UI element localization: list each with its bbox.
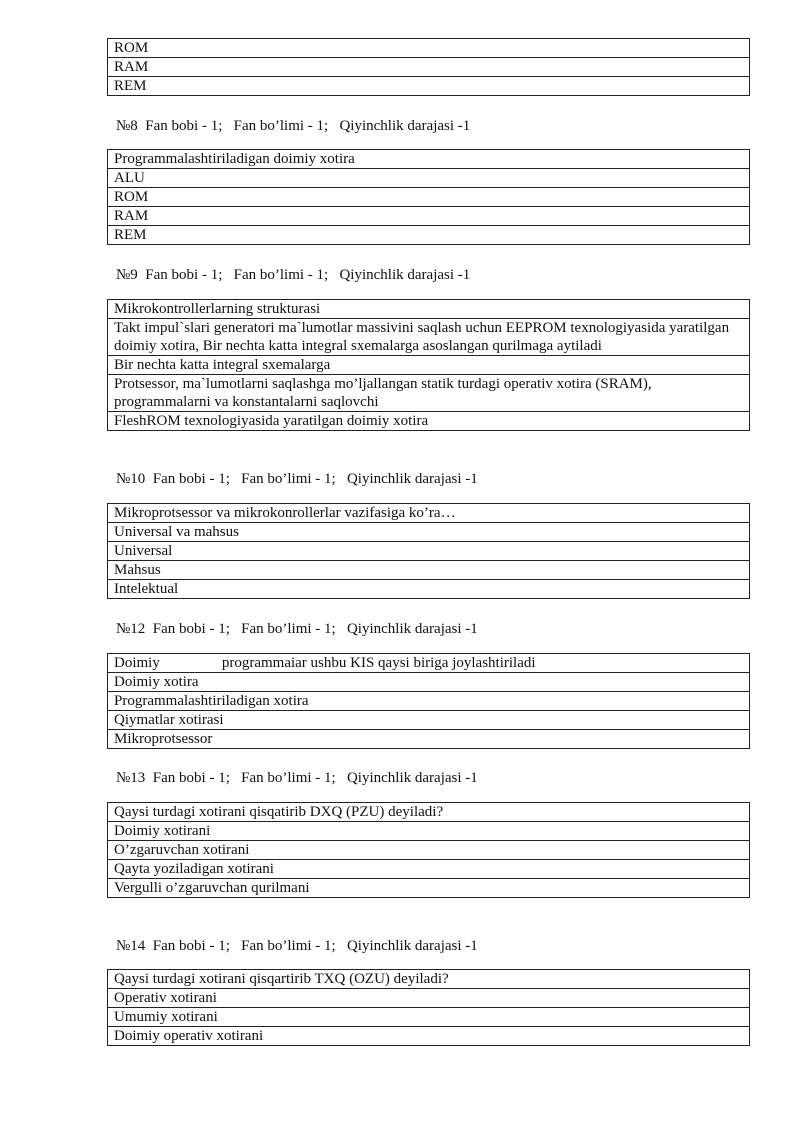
table-row [108, 375, 750, 412]
question-table [107, 299, 750, 431]
question-heading: №13 Fan bobi - 1; Fan bo’limi - 1; Qiyinchlik darajasi -1 [116, 770, 478, 786]
answer-cell: ROM [108, 188, 750, 207]
question-heading: №10 Fan bobi - 1; Fan bo’limi - 1; Qiyinchlik darajasi -1 [116, 471, 478, 487]
answer-cell: ROM [108, 39, 750, 58]
question-table [107, 503, 750, 599]
question-table [107, 149, 750, 245]
answer-cell: FleshROM texnologiyasida yaratilgan doimiy xotira [108, 412, 750, 431]
table-row [108, 860, 750, 879]
question-table [107, 969, 750, 1046]
table-row [108, 226, 750, 245]
table-row [108, 1027, 750, 1046]
table-row [108, 58, 750, 77]
question-table [107, 802, 750, 898]
answer-cell: RAM [108, 58, 750, 77]
question-text-part: programmaiar ushbu KIS qaysi biriga joylashtiriladi [221, 655, 536, 671]
answer-cell: Programmalashtiriladigan xotira [108, 692, 750, 711]
answer-cell: Operativ xotirani [108, 989, 750, 1008]
answer-cell: Mahsus [108, 561, 750, 580]
table-row [108, 711, 750, 730]
question-cell [108, 654, 750, 673]
question-cell: Mikrokontrollerlarning strukturasi [108, 300, 750, 319]
question-row [108, 150, 750, 169]
answer-table-top [107, 38, 750, 96]
question-row [108, 803, 750, 822]
answer-cell: REM [108, 77, 750, 96]
question-cell: Mikroprotsessor va mikrokonrollerlar vazifasiga ko’ra… [108, 504, 750, 523]
answer-cell: O’zgaruvchan xotirani [108, 841, 750, 860]
table-row [108, 39, 750, 58]
table-row [108, 989, 750, 1008]
table-row [108, 207, 750, 226]
table-row [108, 673, 750, 692]
table-row [108, 77, 750, 96]
table-row [108, 730, 750, 749]
table-row [108, 542, 750, 561]
answer-cell: RAM [108, 207, 750, 226]
question-table [107, 653, 750, 749]
table-row [108, 841, 750, 860]
answer-cell: Doimiy operativ xotirani [108, 1027, 750, 1046]
answer-cell: Umumiy xotirani [108, 1008, 750, 1027]
question-row [108, 504, 750, 523]
answer-cell: Vergulli o’zgaruvchan qurilmani [108, 879, 750, 898]
answer-cell: Mikroprotsessor [108, 730, 750, 749]
question-heading: №9 Fan bobi - 1; Fan bo’limi - 1; Qiyinchlik darajasi -1 [116, 267, 471, 283]
table-row [108, 523, 750, 542]
question-row [108, 654, 750, 673]
answer-cell: Universal [108, 542, 750, 561]
table-row [108, 412, 750, 431]
answer-cell: Doimiy xotirani [108, 822, 750, 841]
answer-cell: Protsessor, ma`lumotlarni saqlashga mo’ljallangan statik turdagi operativ xotira (SRAM), programmalarni va konstantalarni saqlovchi [108, 375, 750, 412]
answer-cell: Bir nechta katta integral sxemalarga [108, 356, 750, 375]
table-row [108, 580, 750, 599]
question-heading: №12 Fan bobi - 1; Fan bo’limi - 1; Qiyinchlik darajasi -1 [116, 621, 478, 637]
answer-cell: ALU [108, 169, 750, 188]
table-row [108, 319, 750, 356]
table-row [108, 1008, 750, 1027]
table-row [108, 879, 750, 898]
answer-cell: Universal va mahsus [108, 523, 750, 542]
table-row [108, 169, 750, 188]
answer-cell: Qayta yoziladigan xotirani [108, 860, 750, 879]
table-row [108, 822, 750, 841]
answer-cell: REM [108, 226, 750, 245]
question-heading: №14 Fan bobi - 1; Fan bo’limi - 1; Qiyinchlik darajasi -1 [116, 938, 478, 954]
answer-cell: Takt impul`slari generatori ma`lumotlar massivini saqlash uchun EEPROM texnologiyasida yaratilgan doimiy xotira, Bir nechta katta integral sxemalarga asoslangan qurilmaga aytiladi [108, 319, 750, 356]
answer-cell: Intelektual [108, 580, 750, 599]
question-cell: Qaysi turdagi xotirani qisqartirib TXQ (OZU) deyiladi? [108, 970, 750, 989]
question-row [108, 970, 750, 989]
question-row [108, 300, 750, 319]
answer-cell: Doimiy xotira [108, 673, 750, 692]
answer-cell: Qiymatlar xotirasi [108, 711, 750, 730]
question-text-part: Doimiy [114, 655, 160, 671]
question-cell: Qaysi turdagi xotirani qisqatirib DXQ (PZU) deyiladi? [108, 803, 750, 822]
table-row [108, 561, 750, 580]
table-row [108, 356, 750, 375]
table-row [108, 692, 750, 711]
question-heading: №8 Fan bobi - 1; Fan bo’limi - 1; Qiyinchlik darajasi -1 [116, 118, 471, 134]
question-cell: Programmalashtiriladigan doimiy xotira [108, 150, 750, 169]
table-row [108, 188, 750, 207]
